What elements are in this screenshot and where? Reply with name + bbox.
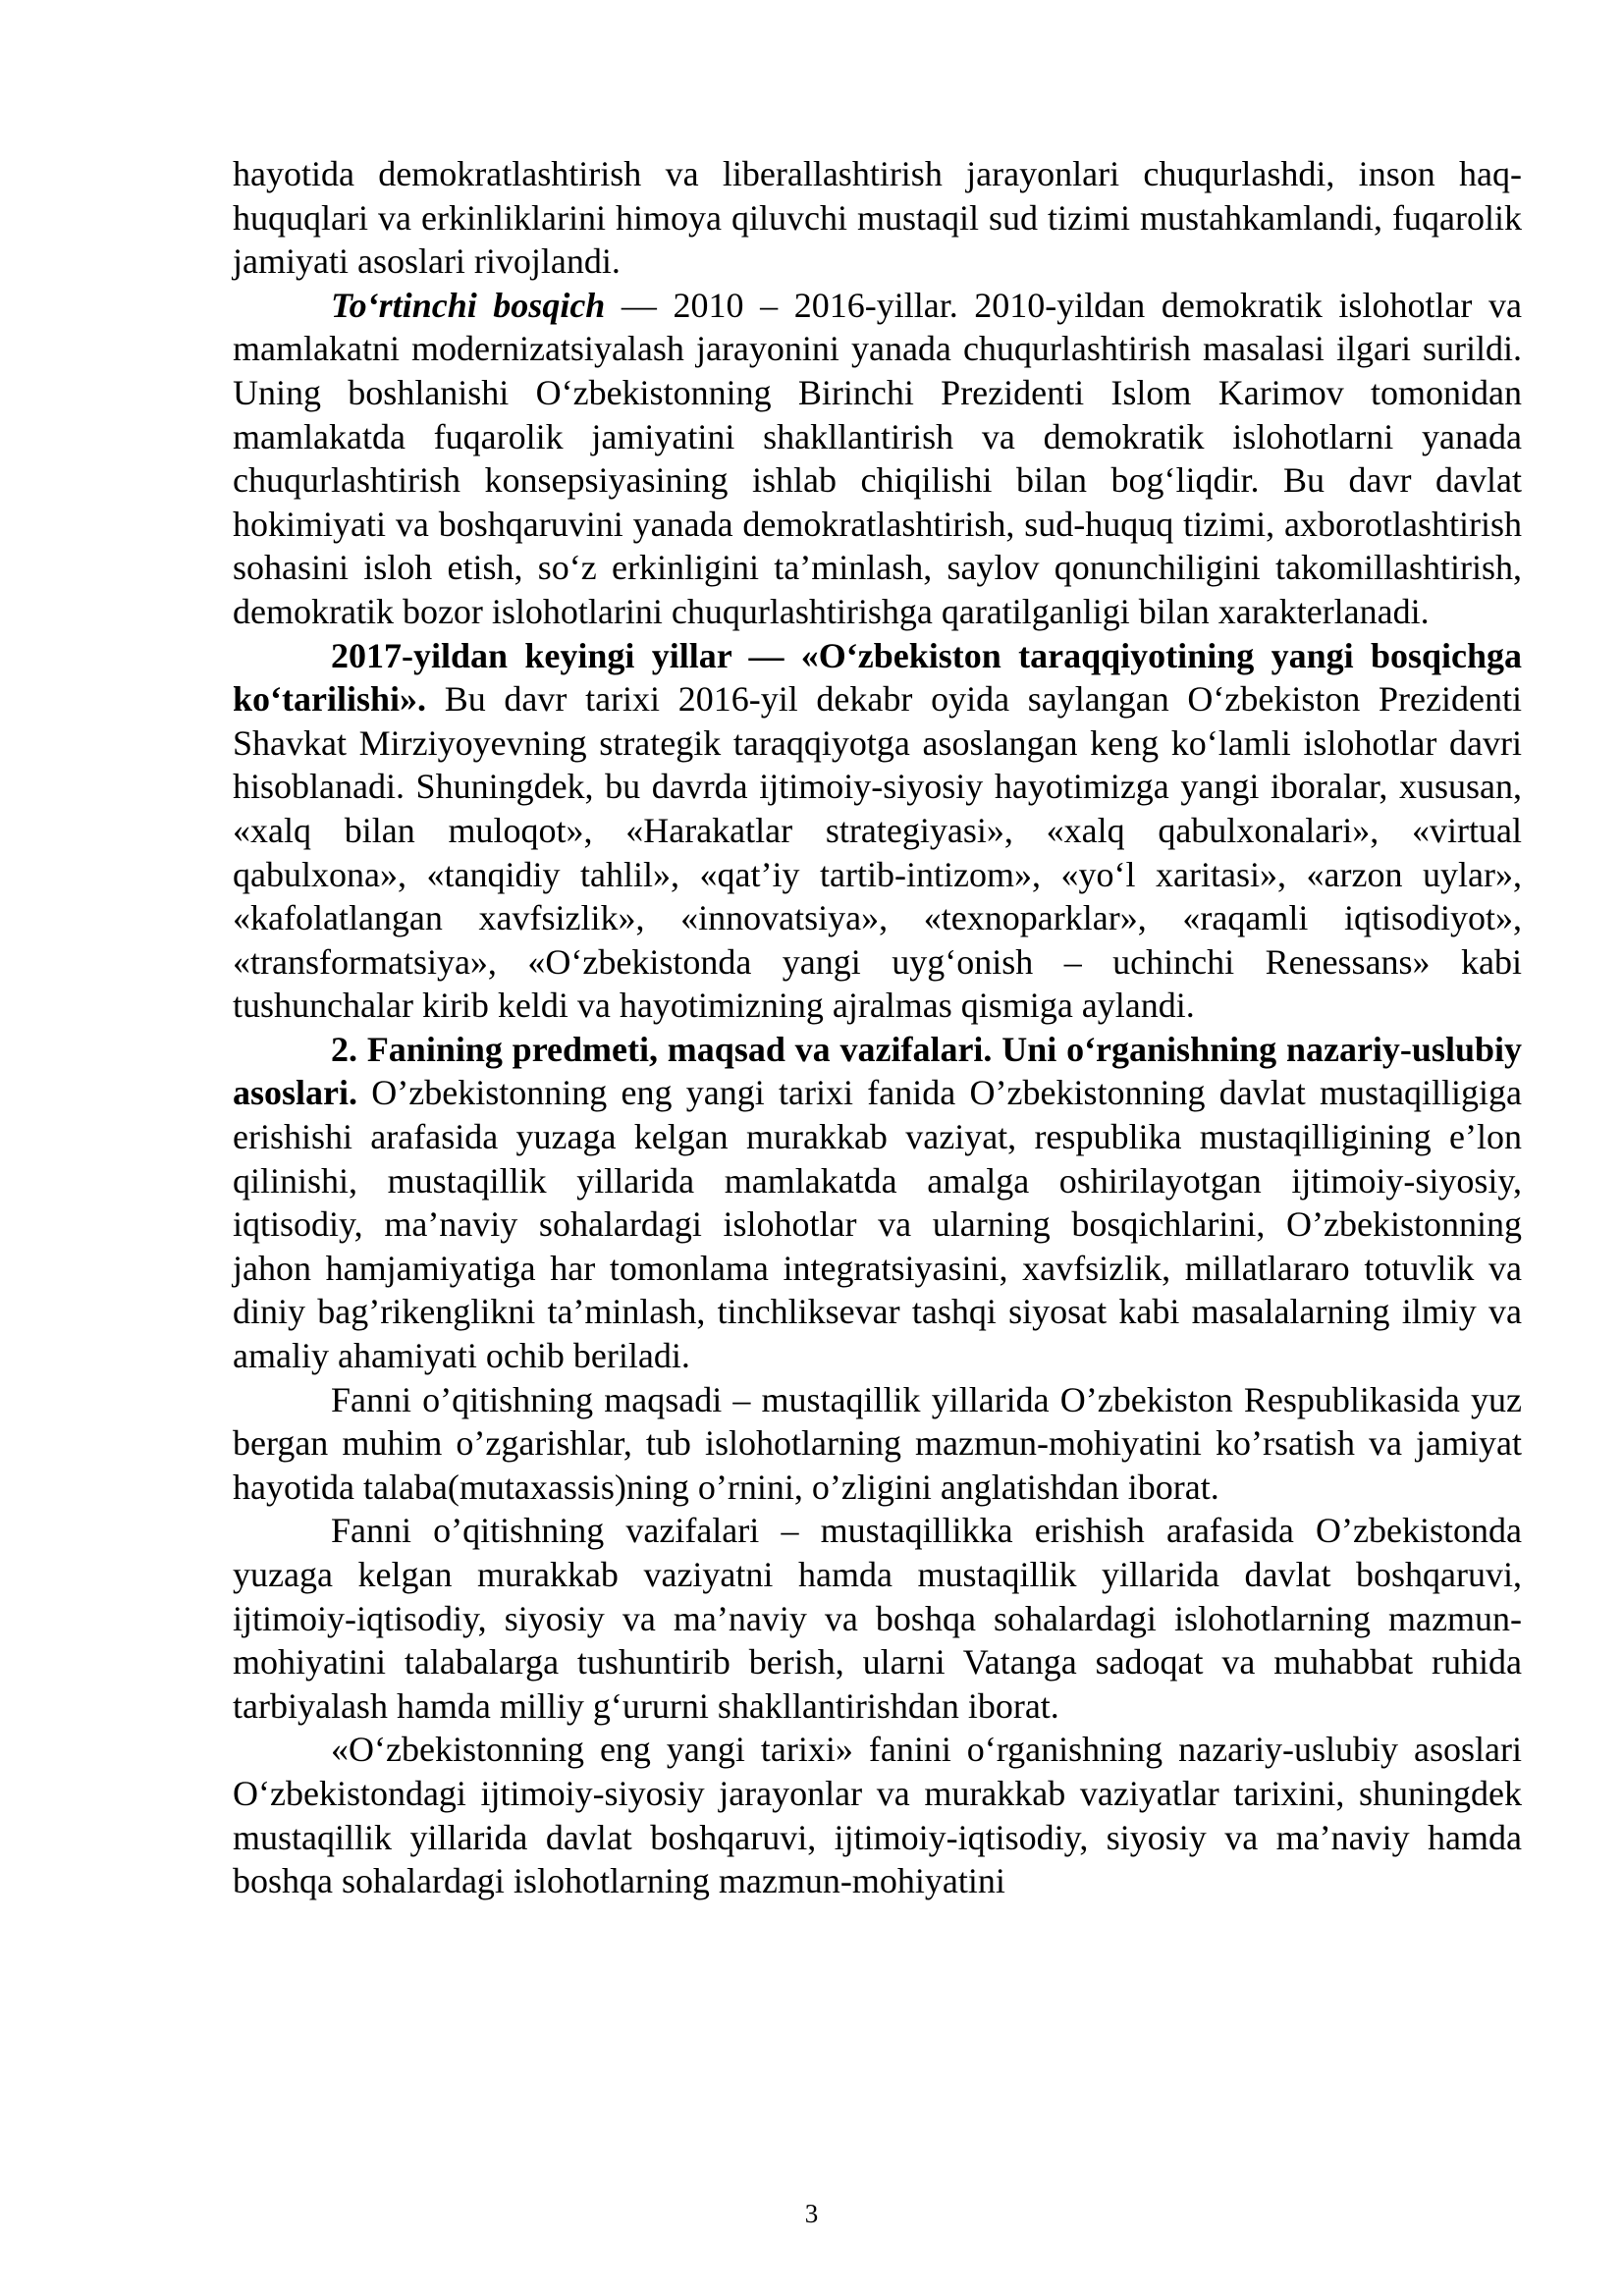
page-body <box>233 152 1522 1903</box>
paragraph-text: O’zbekistonning eng yangi tarixi fanida O’zbekistonning davlat mustaqilligiga erishishi arafasida yuzaga kelgan murakkab vaziyat, respublika mustaqilligining e’lon qilinishi, mustaqillik yillarida mamlakatda amalga oshirilayotgan ijtimoiy-siyosiy, iqtisodiy, ma’naviy sohalardagi islohotlar va ularning bosqichlarini, O’zbekistonning jahon hamjamiyatiga har tomonlama integratsiyasini, xavfsizlik, millatlararo totuvlik va diniy bag’rikenglikni ta’minlash, tinchliksevar tashqi siyosat kabi masalalarning ilmiy va amaliy ahamiyati ochib beriladi. <box>233 1073 1522 1376</box>
paragraph-text: — 2010 – 2016-yillar. 2010-yildan demokratik islohotlar va mamlakatni modernizatsiyalash jarayonini yanada chuqurlashtirish masalasi ilgari surildi. Uning boshlanishi O‘zbekistonning Birinchi Prezidenti Islom Karimov tomonidan mamlakatda fuqarolik jamiyatini shakllantirish va demokratik islohotlarni yanada chuqurlashtirish konsepsiyasining ishlab chiqilishi bilan bog‘liqdir. Bu davr davlat hokimiyati va boshqaruvini yanada demokratlashtirish, sud-huquq tizimi, axborotlashtirish sohasini isloh etish, so‘z erkinligini ta’minlash, saylov qonunchiligini takomillashtirish, demokratik bozor islohotlarini chuqurlashtirishga qaratilganligi bilan xarakterlanadi. <box>233 285 1522 631</box>
paragraph-text: Bu davr tarixi 2016-yil dekabr oyida saylangan O‘zbekiston Prezidenti Shavkat Mirziyoyevning strategik taraqqiyotga asoslangan keng ko‘lamli islohotlar davri hisoblanadi. Shuningdek, bu davrda ijtimoiy-siyosiy hayotimizga yangi iboralar, xususan, «xalq bilan muloqot», «Harakatlar strategiyasi», «xalq qabulxonalari», «virtual qabulxona», «tanqidiy tahlil», «qat’iy tartib-intizom», «yo‘l xaritasi», «arzon uylar», «kafolatlangan xavfsizlik», «innovatsiya», «texnoparklar», «raqamli iqtisodiyot», «transformatsiya», «O‘zbekistonda yangi uyg‘onish – uchinchi Renessans» kabi tushunchalar kirib keldi va hayotimizning ajralmas qismiga aylandi. <box>233 679 1522 1026</box>
paragraph-text: Fanni o’qitishning maqsadi – mustaqillik yillarida O’zbekiston Respublikasida yuz bergan muhim o’zgarishlar, tub islohotlarning mazmun-mohiyatini ko’rsatish va jamiyat hayotida talaba(mutaxassis)ning o’rnini, o’zligini anglatishdan iborat. <box>233 1379 1522 1507</box>
paragraph-fourth-stage <box>233 284 1522 634</box>
paragraph-tasks <box>233 1509 1522 1728</box>
paragraph-text: «O‘zbekistonning eng yangi tarixi» fanini o‘rganishning nazariy-uslubiy asoslari O‘zbekistondagi ijtimoiy-siyosiy jarayonlar va murakkab vaziyatlar tarixini, shuningdek mustaqillik yillarida davlat boshqaruvi, ijtimoiy-iqtisodiy, siyosiy va ma’naviy hamda boshqa sohalardagi islohotlarning mazmun-mohiyatini <box>233 1730 1522 1901</box>
paragraph-subject-goals <box>233 1028 1522 1378</box>
paragraph-2017-period <box>233 634 1522 1028</box>
paragraph-continuation <box>233 152 1522 284</box>
section-heading-subject-goals: 2. Fanining predmeti, maqsad va vazifalari. Uni o‘rganishning nazariy-uslubiy asoslari. <box>233 1029 1522 1113</box>
paragraph-methodology <box>233 1728 1522 1902</box>
paragraph-goal <box>233 1378 1522 1510</box>
section-heading-fourth-stage: To‘rtinchi bosqich <box>331 285 606 325</box>
paragraph-text: hayotida demokratlashtirish va liberallashtirish jarayonlari chuqurlashdi, inson haq-huquqlari va erkinliklarini himoya qiluvchi mustaqil sud tizimi mustahkamlandi, fuqarolik jamiyati asoslari rivojlandi. <box>233 154 1522 282</box>
paragraph-text: Fanni o’qitishning vazifalari – mustaqillikka erishish arafasida O’zbekistonda yuzaga kelgan murakkab vaziyatni hamda mustaqillik yillarida davlat boshqaruvi, ijtimoiy-iqtisodiy, siyosiy va ma’naviy va boshqa sohalardagi islohotlarning mazmun-mohiyatini talabalarga tushuntirib berish, ularni Vatanga sadoqat va muhabbat ruhida tarbiyalash hamda milliy g‘ururni shakllantirishdan iborat. <box>233 1511 1522 1726</box>
page-number: 3 <box>804 2199 819 2228</box>
section-heading-2017-period: 2017-yildan keyingi yillar — «O‘zbekiston taraqqiyotining yangi bosqichga ko‘tarilishi». <box>233 635 1522 720</box>
